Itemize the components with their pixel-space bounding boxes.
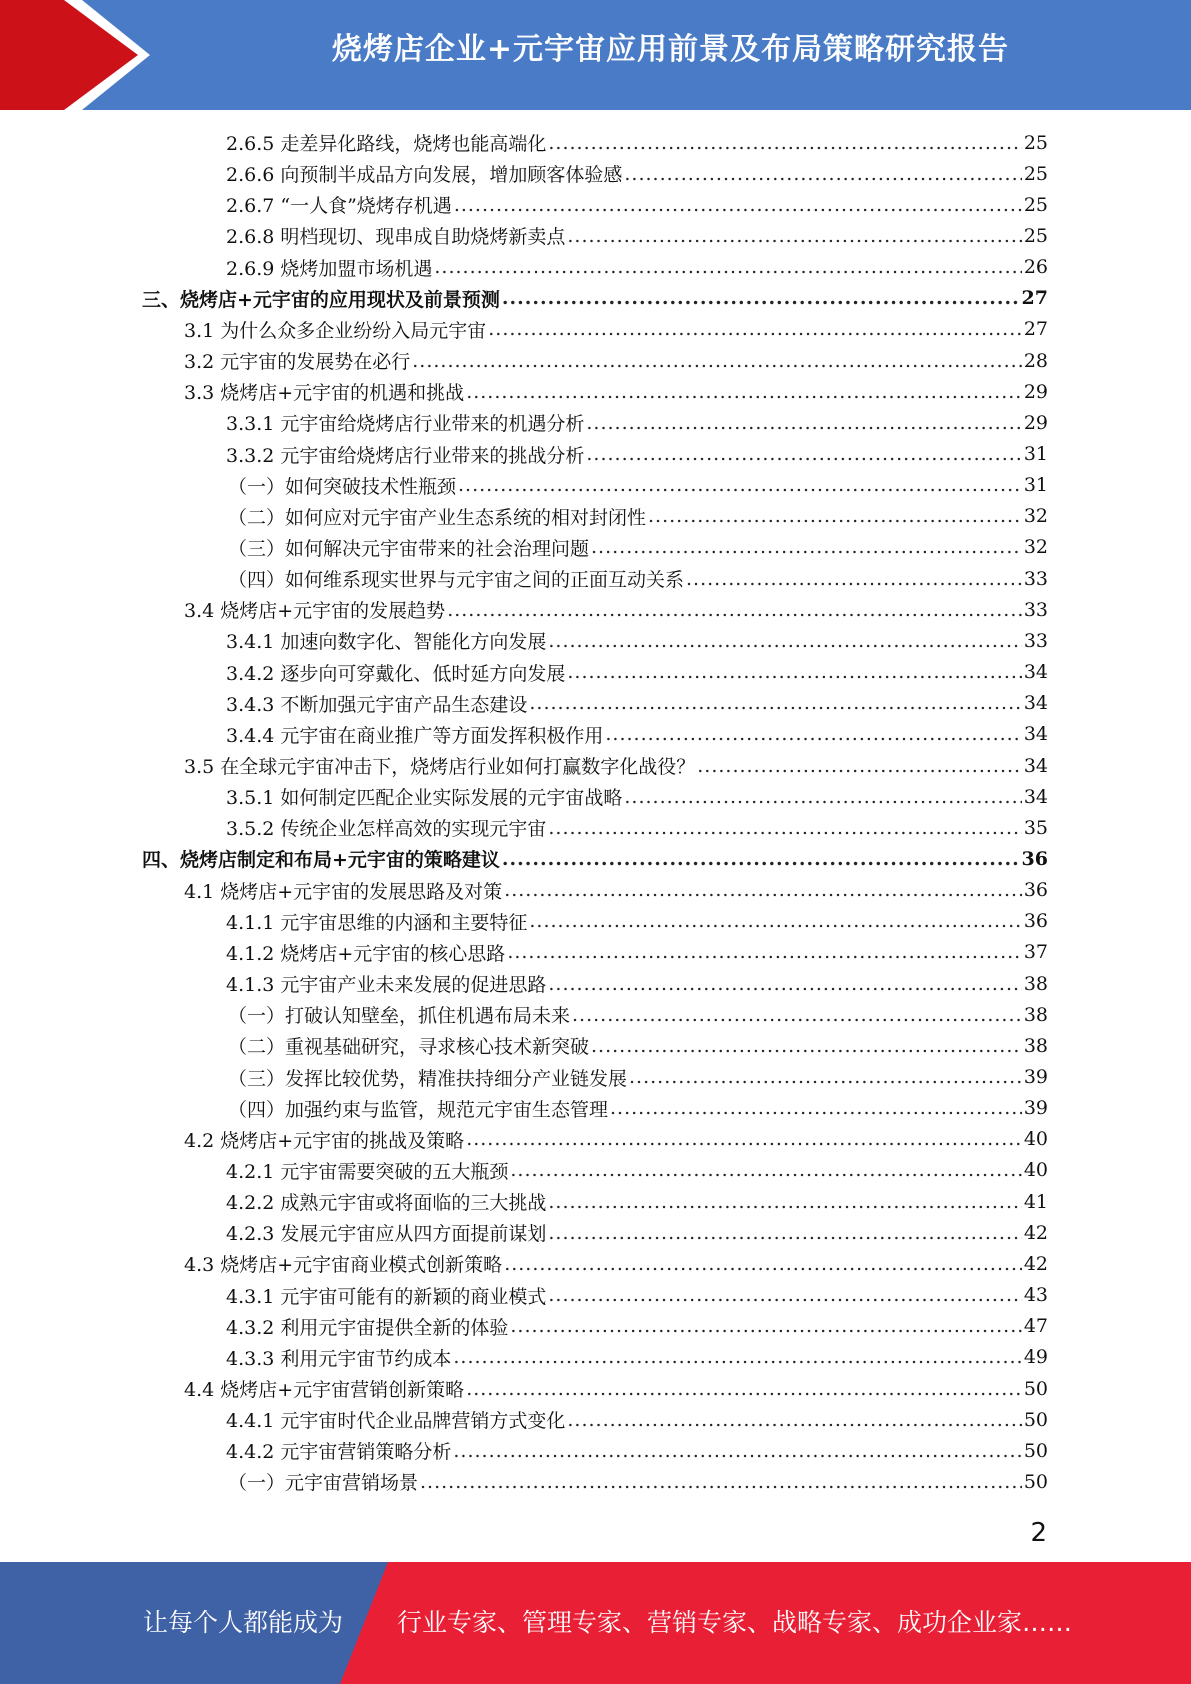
toc-entry-page: 39 bbox=[1023, 1066, 1048, 1088]
toc-dot-leader bbox=[529, 692, 1021, 714]
toc-entry-label: 4.2.2 成熟元宇宙或将面临的三大挑战 bbox=[226, 1192, 547, 1215]
toc-entry-label: 三、烧烤店+元宇宙的应用现状及前景预测 bbox=[142, 288, 500, 311]
toc-entry-label: 4.4 烧烤店+元宇宙营销创新策略 bbox=[184, 1379, 465, 1401]
toc-entry-page: 49 bbox=[1023, 1346, 1048, 1369]
toc-entry[interactable] bbox=[228, 1030, 1048, 1061]
toc-entry-page: 33 bbox=[1023, 567, 1048, 590]
toc-entry-label: 3.5.1 如何制定匹配企业实际发展的元宇宙战略 bbox=[226, 787, 623, 810]
toc-entry[interactable] bbox=[226, 1404, 1048, 1435]
toc-entry-page: 42 bbox=[1023, 1221, 1048, 1244]
toc-entry-page: 38 bbox=[1023, 1034, 1048, 1057]
toc-entry[interactable] bbox=[226, 657, 1048, 688]
toc-entry-label: 4.3.3 利用元宇宙节约成本 bbox=[226, 1347, 452, 1370]
toc-entry[interactable] bbox=[226, 968, 1048, 999]
toc-entry[interactable] bbox=[228, 1062, 1048, 1093]
toc-dot-leader bbox=[548, 1284, 1021, 1306]
toc-entry[interactable] bbox=[226, 252, 1048, 283]
toc-entry-label: 4.4.2 元宇宙营销策略分析 bbox=[226, 1441, 452, 1464]
toc-entry-page: 34 bbox=[1023, 723, 1048, 746]
toc-entry[interactable] bbox=[228, 1093, 1048, 1124]
toc-entry[interactable] bbox=[226, 158, 1048, 189]
toc-entry-page: 36 bbox=[1023, 879, 1048, 902]
toc-entry-label: （二）如何应对元宇宙产业生态系统的相对封闭性 bbox=[228, 506, 647, 529]
toc-entry-page: 50 bbox=[1023, 1439, 1048, 1462]
toc-entry[interactable] bbox=[184, 1248, 1048, 1279]
toc-entry-page: 26 bbox=[1023, 256, 1048, 279]
toc-dot-leader bbox=[548, 1191, 1021, 1213]
toc-dot-leader bbox=[458, 474, 1022, 496]
toc-entry-label: 4.3.2 利用元宇宙提供全新的体验 bbox=[226, 1316, 509, 1339]
toc-entry-label: 2.6.5 走差异化路线，烧烤也能高端化 bbox=[226, 133, 547, 155]
toc-entry[interactable] bbox=[184, 1373, 1048, 1404]
toc-entry-label: 4.3.1 元宇宙可能有的新颖的商业模式 bbox=[226, 1285, 547, 1308]
toc-dot-leader bbox=[624, 163, 1021, 185]
toc-dot-leader bbox=[502, 848, 1020, 870]
toc-entry-page: 25 bbox=[1023, 193, 1048, 216]
toc-dot-leader bbox=[504, 879, 1022, 901]
toc-entry[interactable] bbox=[228, 501, 1048, 532]
toc-dot-leader bbox=[586, 412, 1021, 434]
toc-entry[interactable] bbox=[142, 843, 1048, 874]
toc-dot-leader bbox=[412, 350, 1022, 372]
toc-entry-page: 32 bbox=[1023, 505, 1048, 528]
toc-entry-label: 3.4.2 逐步向可穿戴化、低时延方向发展 bbox=[226, 662, 566, 685]
header-chevron-icon bbox=[0, 0, 140, 110]
toc-dot-leader bbox=[529, 910, 1021, 932]
toc-entry-page: 28 bbox=[1023, 349, 1048, 372]
footer-slogan-left: 让每个人都能成为 bbox=[143, 1608, 344, 1637]
toc-entry[interactable] bbox=[226, 127, 1048, 158]
toc-entry-page: 25 bbox=[1023, 224, 1048, 247]
toc-dot-leader bbox=[466, 1378, 1022, 1400]
toc-entry-label: 4.3 烧烤店+元宇宙商业模式创新策略 bbox=[184, 1254, 503, 1277]
toc-entry-page: 34 bbox=[1023, 785, 1048, 808]
toc-dot-leader bbox=[624, 786, 1021, 808]
page-footer bbox=[0, 1562, 1191, 1684]
toc-dot-leader bbox=[548, 630, 1021, 652]
toc-entry-label: 2.6.6 向预制半成品方向发展，增加顾客体验感 bbox=[226, 164, 623, 187]
toc-dot-leader bbox=[488, 318, 1022, 340]
toc-entry-label: （四）加强约束与监管，规范元宇宙生态管理 bbox=[228, 1098, 609, 1121]
toc-dot-leader bbox=[507, 941, 1022, 963]
toc-entry-label: 4.4.1 元宇宙时代企业品牌营销方式变化 bbox=[226, 1410, 566, 1433]
toc-dot-leader bbox=[510, 1315, 1021, 1337]
toc-dot-leader bbox=[453, 1440, 1021, 1462]
toc-entry-page: 34 bbox=[1023, 754, 1048, 777]
toc-entry[interactable] bbox=[226, 189, 1048, 220]
toc-dot-leader bbox=[447, 599, 1022, 621]
toc-entry-label: 3.4.1 加速向数字化、智能化方向发展 bbox=[226, 631, 547, 654]
toc-entry-page: 37 bbox=[1023, 941, 1048, 964]
toc-entry-page: 36 bbox=[1021, 847, 1048, 870]
toc-dot-leader bbox=[454, 194, 1022, 216]
toc-entry-page: 40 bbox=[1023, 1159, 1048, 1182]
toc-entry-label: （四）如何维系现实世界与元宇宙之间的正面互动关系 bbox=[228, 569, 685, 592]
toc-entry-label: 3.3.2 元宇宙给烧烤店行业带来的挑战分析 bbox=[226, 444, 585, 467]
toc-dot-leader bbox=[605, 723, 1021, 745]
toc-dot-leader bbox=[629, 1066, 1022, 1088]
toc-dot-leader bbox=[466, 381, 1022, 403]
toc-entry-label: 3.4.4 元宇宙在商业推广等方面发挥积极作用 bbox=[226, 724, 604, 747]
toc-entry-page: 31 bbox=[1023, 443, 1048, 465]
toc-entry-label: 3.4.3 不断加强元宇宙产品生态建设 bbox=[226, 693, 528, 716]
footer-slogan-right: 行业专家、管理专家、营销专家、战略专家、成功企业家…… bbox=[397, 1608, 1073, 1637]
toc-entry[interactable] bbox=[184, 594, 1048, 625]
toc-dot-leader bbox=[420, 1471, 1022, 1493]
toc-entry-label: 3.2 元宇宙的发展势在必行 bbox=[184, 351, 411, 374]
toc-entry-page: 40 bbox=[1023, 1128, 1048, 1151]
toc-entry-page: 50 bbox=[1023, 1377, 1048, 1400]
toc-entry[interactable] bbox=[226, 812, 1048, 843]
toc-dot-leader bbox=[567, 225, 1021, 247]
toc-entry-label: （一）如何突破技术性瓶颈 bbox=[228, 475, 457, 498]
toc-entry-page: 25 bbox=[1023, 162, 1048, 185]
toc-entry-label: 3.4 烧烤店+元宇宙的发展趋势 bbox=[184, 600, 446, 623]
toc-dot-leader bbox=[510, 1159, 1021, 1181]
toc-entry-page: 31 bbox=[1023, 474, 1048, 497]
toc-entry[interactable] bbox=[226, 1435, 1048, 1466]
toc-entry[interactable] bbox=[226, 1186, 1048, 1217]
toc-entry-page: 39 bbox=[1023, 1097, 1048, 1120]
toc-entry[interactable] bbox=[226, 1217, 1048, 1248]
toc-entry-label: 4.2.3 发展元宇宙应从四方面提前谋划 bbox=[226, 1223, 547, 1246]
toc-entry-page: 27 bbox=[1023, 318, 1048, 341]
toc-entry-page: 29 bbox=[1023, 380, 1048, 403]
toc-entry[interactable] bbox=[184, 750, 1048, 781]
toc-dot-leader bbox=[697, 755, 1022, 777]
toc-entry[interactable] bbox=[228, 470, 1048, 501]
toc-dot-leader bbox=[567, 1409, 1021, 1431]
toc-entry[interactable] bbox=[228, 1466, 1048, 1497]
toc-entry[interactable] bbox=[226, 688, 1048, 719]
toc-entry[interactable] bbox=[142, 283, 1048, 314]
toc-entry[interactable] bbox=[184, 314, 1048, 345]
toc-entry-label: 3.3.1 元宇宙给烧烤店行业带来的机遇分析 bbox=[226, 413, 585, 436]
toc-dot-leader bbox=[591, 536, 1022, 558]
toc-dot-leader bbox=[610, 1097, 1022, 1119]
toc-entry-page: 38 bbox=[1023, 972, 1048, 995]
toc-entry-page: 50 bbox=[1023, 1470, 1048, 1493]
toc-entry-page: 35 bbox=[1023, 816, 1048, 839]
toc-entry-page: 38 bbox=[1023, 1003, 1048, 1026]
toc-entry[interactable] bbox=[228, 999, 1048, 1030]
toc-dot-leader bbox=[567, 661, 1021, 683]
toc-entry-label: 4.1.3 元宇宙产业未来发展的促进思路 bbox=[226, 974, 547, 997]
toc-entry[interactable] bbox=[184, 345, 1048, 376]
toc-entry-page: 32 bbox=[1023, 536, 1048, 559]
toc-entry[interactable] bbox=[226, 625, 1048, 656]
toc-entry[interactable] bbox=[226, 781, 1048, 812]
toc-entry[interactable] bbox=[184, 376, 1048, 407]
toc-entry-label: （一）打破认知壁垒，抓住机遇布局未来 bbox=[228, 1005, 571, 1028]
toc-entry-label: 3.1 为什么众多企业纷纷入局元宇宙 bbox=[184, 319, 487, 342]
toc-entry[interactable] bbox=[226, 719, 1048, 750]
toc-dot-leader bbox=[586, 443, 1021, 465]
toc-dot-leader bbox=[548, 817, 1021, 839]
toc-entry[interactable] bbox=[226, 1155, 1048, 1186]
toc-dot-leader bbox=[504, 1253, 1022, 1275]
toc-entry[interactable] bbox=[226, 937, 1048, 968]
toc-dot-leader bbox=[453, 1346, 1021, 1368]
toc-dot-leader bbox=[466, 1128, 1022, 1150]
toc-entry-label: （二）重视基础研究，寻求核心技术新突破 bbox=[228, 1036, 590, 1059]
toc-entry-page: 36 bbox=[1023, 910, 1048, 933]
toc-entry-label: 4.1.1 元宇宙思维的内涵和主要特征 bbox=[226, 911, 528, 934]
toc-dot-leader bbox=[591, 1035, 1022, 1057]
toc-entry[interactable] bbox=[226, 220, 1048, 251]
toc-entry-label: 2.6.8 明档现切、现串成自助烧烤新卖点 bbox=[226, 226, 566, 249]
toc-entry-label: （三）如何解决元宇宙带来的社会治理问题 bbox=[228, 537, 590, 560]
toc-entry-page: 47 bbox=[1023, 1315, 1048, 1338]
page-number: 2 bbox=[1030, 1518, 1047, 1548]
toc-entry-page: 33 bbox=[1023, 629, 1048, 652]
toc-dot-leader bbox=[548, 132, 1021, 154]
toc-dot-leader bbox=[648, 505, 1022, 527]
toc-entry-label: 4.2 烧烤店+元宇宙的挑战及策略 bbox=[184, 1129, 465, 1152]
toc-dot-leader bbox=[686, 568, 1022, 590]
toc-entry[interactable] bbox=[226, 407, 1048, 438]
toc-dot-leader bbox=[434, 256, 1021, 278]
toc-entry-page: 43 bbox=[1023, 1284, 1048, 1307]
toc-entry-page: 33 bbox=[1023, 598, 1048, 621]
toc-entry-page: 34 bbox=[1023, 661, 1048, 684]
toc-entry-label: 3.5 在全球元宇宙冲击下，烧烤店行业如何打赢数字化战役？ bbox=[184, 756, 696, 778]
toc-entry-label: 2.6.9 烧烤加盟市场机遇 bbox=[226, 257, 433, 280]
toc-entry-page: 25 bbox=[1023, 131, 1048, 154]
toc-entry[interactable] bbox=[228, 563, 1048, 594]
toc-dot-leader bbox=[548, 973, 1021, 995]
toc-entry-label: 4.2.1 元宇宙需要突破的五大瓶颈 bbox=[226, 1160, 509, 1183]
toc-entry-label: 4.1.2 烧烤店+元宇宙的核心思路 bbox=[226, 942, 506, 965]
toc-entry-label: （一）元宇宙营销场景 bbox=[228, 1472, 419, 1495]
toc-entry-page: 41 bbox=[1023, 1190, 1048, 1213]
toc-entry-page: 42 bbox=[1023, 1252, 1048, 1275]
toc-entry[interactable] bbox=[228, 532, 1048, 563]
toc-entry-page: 29 bbox=[1023, 411, 1048, 434]
toc-entry-page: 27 bbox=[1021, 287, 1048, 310]
toc-entry-label: 3.3 烧烤店+元宇宙的机遇和挑战 bbox=[184, 382, 465, 405]
toc-entry-page: 50 bbox=[1023, 1408, 1048, 1431]
toc-dot-leader bbox=[572, 1004, 1022, 1026]
toc-entry[interactable] bbox=[184, 875, 1048, 906]
toc-entry[interactable] bbox=[226, 439, 1048, 470]
toc-entry-label: 四、烧烤店制定和布局+元宇宙的策略建议 bbox=[142, 849, 500, 872]
report-title: 烧烤店企业+元宇宙应用前景及布局策略研究报告 bbox=[331, 32, 1010, 67]
toc-entry[interactable] bbox=[226, 1311, 1048, 1342]
toc-entry-label: 3.5.2 传统企业怎样高效的实现元宇宙 bbox=[226, 818, 547, 841]
page-header bbox=[0, 0, 1191, 110]
toc-entry-label: 4.1 烧烤店+元宇宙的发展思路及对策 bbox=[184, 880, 503, 903]
toc-entry[interactable] bbox=[184, 1124, 1048, 1155]
toc-entry-page: 34 bbox=[1023, 692, 1048, 715]
toc-entry[interactable] bbox=[226, 1342, 1048, 1373]
toc-dot-leader bbox=[548, 1222, 1021, 1244]
toc-entry-label: （三）发挥比较优势，精准扶持细分产业链发展 bbox=[228, 1067, 628, 1090]
toc-entry[interactable] bbox=[226, 1280, 1048, 1311]
toc-entry[interactable] bbox=[226, 906, 1048, 937]
toc-entry-label: 2.6.7 “一人食”烧烤存机遇 bbox=[226, 195, 452, 218]
toc-dot-leader bbox=[502, 287, 1020, 309]
